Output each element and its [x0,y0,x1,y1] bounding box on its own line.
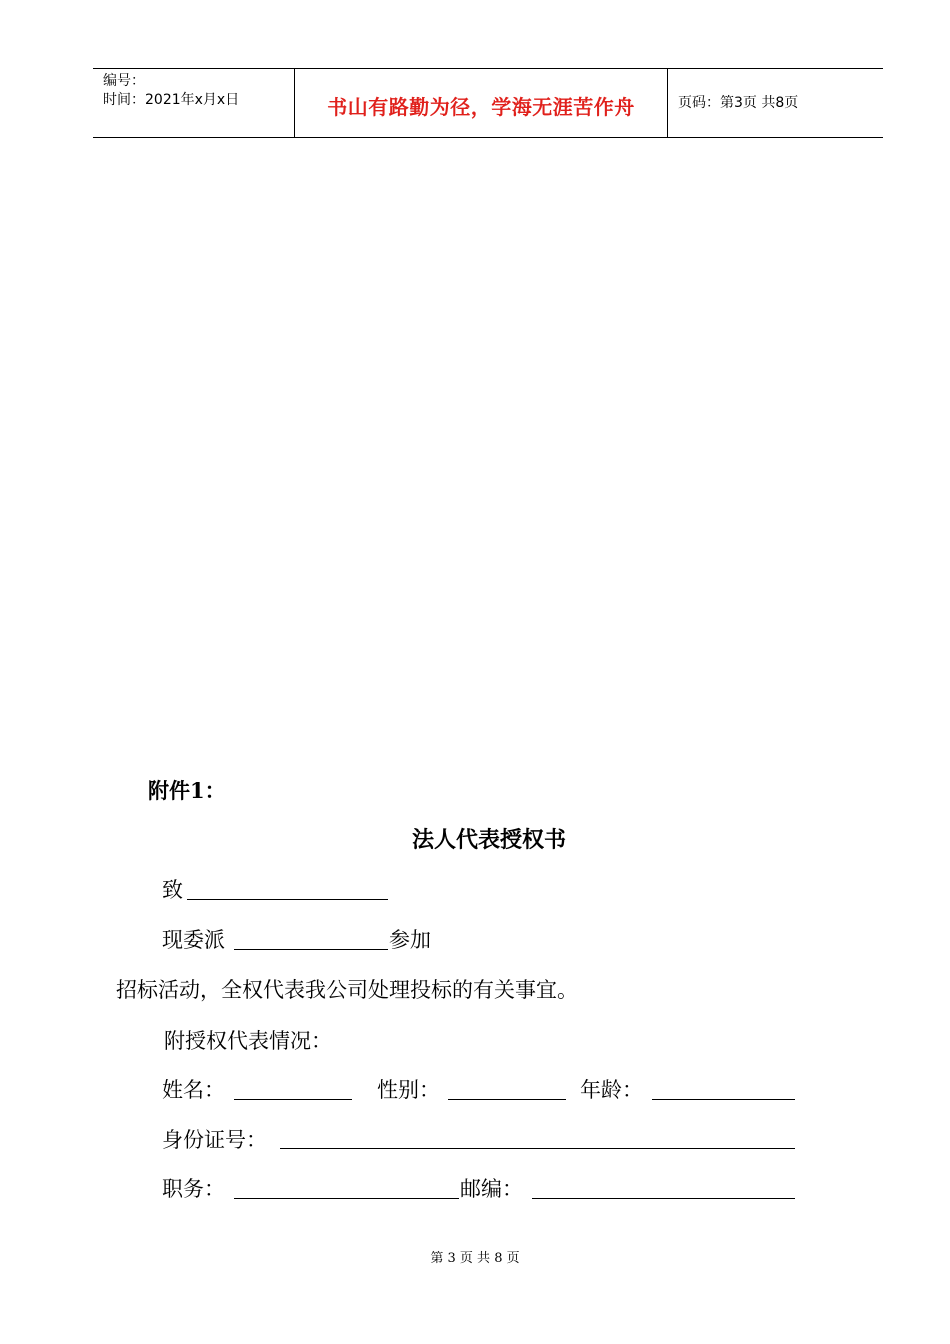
postcode-label: 邮编： [460,1177,523,1201]
rep-info-label: 附授权代表情况： [164,1029,332,1053]
document-title: 法人代表授权书 [411,827,566,853]
page-header [93,68,883,138]
to-label: 致 [162,878,183,902]
name-blank[interactable] [234,1099,352,1100]
header-motto-cell [294,69,668,137]
attachment-label: 附件1： [148,778,226,803]
page-footer: 第 3 页 共 8 页 [430,1251,520,1266]
participate-label: 参加 [389,928,431,952]
document-time-label: 时间：2021年x月x日 [103,92,240,108]
position-label: 职务： [162,1177,225,1201]
age-blank[interactable] [652,1099,795,1100]
id-number-label: 身份证号： [162,1128,267,1152]
age-label: 年龄： [580,1078,643,1102]
header-info-cell [93,69,294,137]
to-recipient-blank[interactable] [187,899,388,900]
position-blank[interactable] [234,1198,459,1199]
gender-label: 性别： [377,1078,440,1102]
header-page-cell [668,69,883,137]
id-number-blank[interactable] [280,1148,795,1149]
header-motto: 书山有路勤为径，学海无涯苦作舟 [327,95,635,119]
document-number-label: 编号： [103,73,145,89]
body-text: 招标活动，全权代表我公司处理投标的有关事宜。 [116,978,578,1002]
name-label: 姓名： [162,1078,225,1102]
delegate-name-blank[interactable] [234,949,388,950]
header-page-label: 页码：第3页 共8页 [678,95,799,111]
postcode-blank[interactable] [532,1198,795,1199]
gender-blank[interactable] [448,1099,566,1100]
delegate-label: 现委派 [162,928,225,952]
